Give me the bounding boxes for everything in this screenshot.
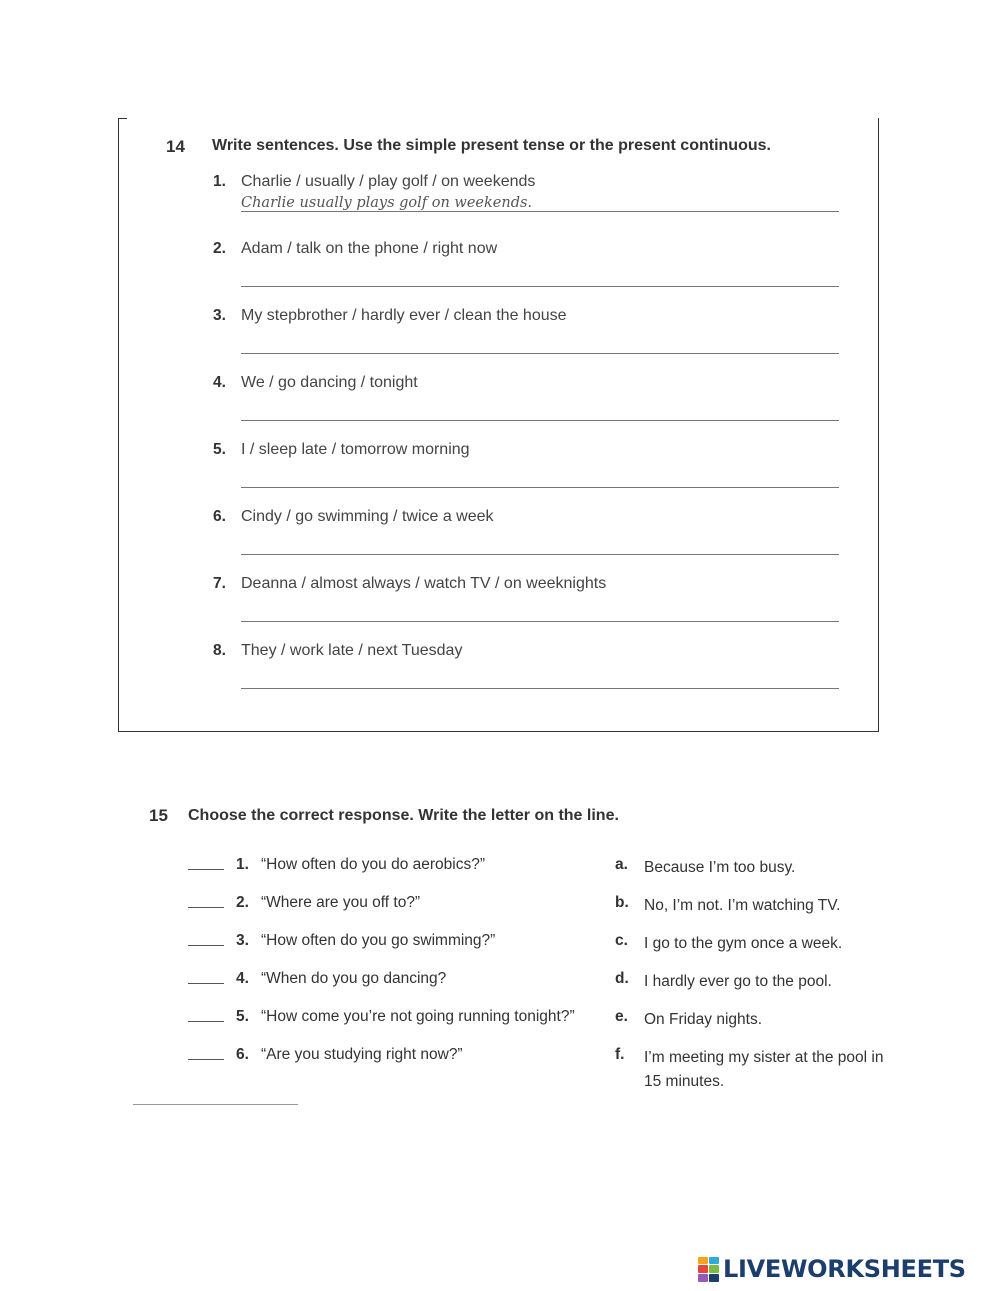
response-text: I go to the gym once a week. (644, 935, 843, 952)
item-number: 8. (213, 642, 226, 659)
item-prompt: Deanna / almost always / watch TV / on weeknights (241, 575, 607, 592)
exercise-14-item (213, 508, 843, 568)
question-number: 2. (236, 894, 249, 911)
question-text: “How often do you do aerobics?” (261, 856, 486, 873)
exercise-14-item (213, 240, 843, 300)
item-prompt: Charlie / usually / play golf / on weekends (241, 173, 536, 190)
question-number: 6. (236, 1046, 249, 1063)
answer-line[interactable] (241, 621, 839, 622)
response-text: No, I’m not. I’m watching TV. (644, 897, 841, 914)
item-number: 3. (213, 307, 226, 324)
exercise-15-row (188, 932, 888, 970)
letter-blank[interactable] (188, 945, 224, 946)
response-letter: d. (615, 970, 629, 987)
exercise-15-row (188, 894, 888, 932)
question-text: “Are you studying right now?” (261, 1046, 463, 1063)
letter-blank[interactable] (188, 907, 224, 908)
response-letter: a. (615, 856, 628, 873)
exercise-15-row (188, 970, 888, 1008)
answer-line[interactable] (241, 353, 839, 354)
item-number: 5. (213, 441, 226, 458)
item-prompt: Cindy / go swimming / twice a week (241, 508, 494, 525)
answer-line[interactable] (241, 554, 839, 555)
response-text: I’m meeting my sister at the pool in 15 minutes. (644, 1049, 884, 1090)
question-number: 1. (236, 856, 249, 873)
exercise-14-instruction: Write sentences. Use the simple present tense or the present continuous. (212, 137, 771, 154)
brand-name: LIVEWORKSHEETS (723, 1255, 966, 1283)
question-text: “How often do you go swimming?” (261, 932, 496, 949)
item-number: 1. (213, 173, 226, 190)
question-number: 4. (236, 970, 249, 987)
liveworksheets-brand (697, 1254, 966, 1284)
item-prompt: Adam / talk on the phone / right now (241, 240, 498, 257)
answer-line[interactable] (241, 688, 839, 689)
exercise-15-number: 15 (149, 806, 168, 825)
question-text: “Where are you off to?” (261, 894, 421, 911)
exercise-14-item (213, 173, 843, 233)
exercise-14-number: 14 (166, 137, 185, 156)
question-text: “How come you’re not going running tonight?” (261, 1008, 575, 1025)
exercise-15-row (188, 856, 888, 894)
response-letter: c. (615, 932, 628, 949)
answer-line[interactable] (241, 211, 839, 212)
exercise-14-item (213, 642, 843, 702)
item-number: 6. (213, 508, 226, 525)
question-text: “When do you go dancing? (261, 970, 447, 987)
item-prompt: I / sleep late / tomorrow morning (241, 441, 470, 458)
item-number: 4. (213, 374, 226, 391)
exercise-14-item (213, 575, 843, 635)
response-text: Because I’m too busy. (644, 859, 796, 876)
answer-line[interactable] (241, 286, 839, 287)
exercise-14-item (213, 374, 843, 434)
example-answer: Charlie usually plays golf on weekends. (241, 195, 533, 211)
question-number: 5. (236, 1008, 249, 1025)
footnote-divider (133, 1104, 298, 1105)
question-number: 3. (236, 932, 249, 949)
response-text: I hardly ever go to the pool. (644, 973, 832, 990)
exercise-14-item (213, 307, 843, 367)
response-letter: f. (615, 1046, 625, 1063)
item-number: 2. (213, 240, 226, 257)
item-prompt: My stepbrother / hardly ever / clean the house (241, 307, 567, 324)
letter-blank[interactable] (188, 869, 224, 870)
exercise-15-row (188, 1008, 888, 1046)
item-number: 7. (213, 575, 226, 592)
exercise-15-row (188, 1046, 888, 1102)
response-text: On Friday nights. (644, 1011, 763, 1028)
answer-line[interactable] (241, 420, 839, 421)
response-letter: b. (615, 894, 629, 911)
response-letter: e. (615, 1008, 628, 1025)
answer-line[interactable] (241, 487, 839, 488)
letter-blank[interactable] (188, 1021, 224, 1022)
liveworksheets-logo-icon (697, 1256, 719, 1282)
letter-blank[interactable] (188, 1059, 224, 1060)
exercise-14-item (213, 441, 843, 501)
item-prompt: We / go dancing / tonight (241, 374, 418, 391)
exercise-15-instruction: Choose the correct response. Write the letter on the line. (188, 807, 619, 824)
letter-blank[interactable] (188, 983, 224, 984)
item-prompt: They / work late / next Tuesday (241, 642, 463, 659)
